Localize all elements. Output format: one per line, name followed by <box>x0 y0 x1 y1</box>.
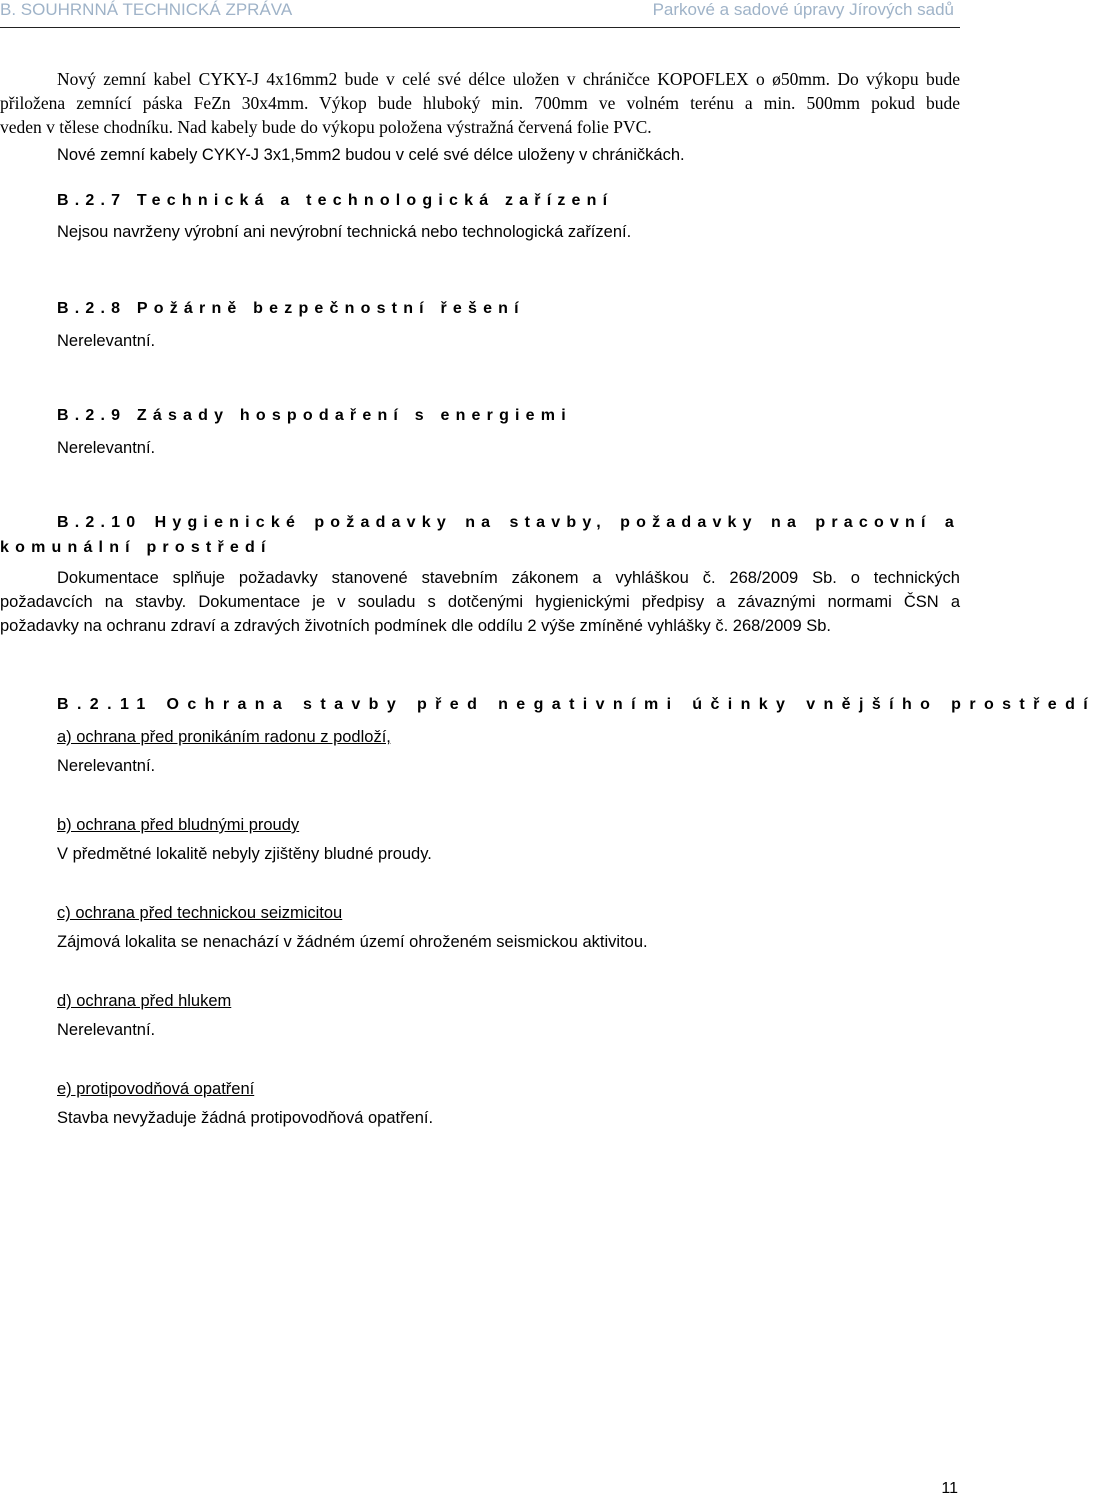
subsection-e-text: Stavba nevyžaduje žádná protipovodňová opatření. <box>57 1109 434 1127</box>
section-text-b27: Nejsou navrženy výrobní ani nevýrobní technická nebo technologická zařízení. <box>57 223 632 241</box>
section-heading-b211: B.2.11 Ochrana stavby před negativními účinky vnějšího prostředí <box>57 696 1096 713</box>
subsection-c-text: Zájmová lokalita se nenachází v žádném území ohroženém seismickou aktivitou. <box>57 933 648 951</box>
subsection-a-title: a) ochrana před pronikáním radonu z podloží, <box>57 728 391 746</box>
header-right-title: Parkové a sadové úpravy Jírových sadů <box>652 0 954 19</box>
intro-line-1: Nový zemní kabel CYKY-J 4x16mm2 bude v celé své délce uložen v chráničce KOPOFLEX o ø50mm. Do výkopu bude <box>57 69 960 89</box>
section-text-b210-line-1: Dokumentace splňuje požadavky stanovené stavebním zákonem a vyhláškou č. 268/2009 Sb. o technických <box>57 569 960 587</box>
subsection-d-text: Nerelevantní. <box>57 1021 156 1039</box>
section-heading-b210-line-1: B.2.10 Hygienické požadavky na stavby, požadavky na pracovní a <box>57 514 960 531</box>
header-rule <box>0 27 960 28</box>
header-left-title: B. SOUHRNNÁ TECHNICKÁ ZPRÁVA <box>0 0 293 19</box>
subsection-e-title: e) protipovodňová opatření <box>57 1080 255 1098</box>
section-heading-b28: B.2.8 Požárně bezpečnostní řešení <box>57 300 525 317</box>
intro-line-3: veden v tělese chodníku. Nad kabely bude do výkopu položena výstražná červená folie PVC. <box>0 117 652 137</box>
intro-line-4: Nové zemní kabely CYKY-J 3x1,5mm2 budou v celé své délce uloženy v chráničkách. <box>57 146 685 164</box>
section-heading-b27: B.2.7 Technická a technologická zařízení <box>57 192 614 209</box>
section-text-b210-line-2: požadavcích na stavby. Dokumentace je v souladu s dotčenými hygienickými předpisy a závaznými normami ČSN a <box>0 593 960 611</box>
section-text-b210-line-3: požadavky na ochranu zdraví a zdravých životních podmínek dle oddílu 2 výše zmíněné vyhlášky č. 268/2009 Sb. <box>0 617 831 635</box>
section-text-b29: Nerelevantní. <box>57 439 156 457</box>
section-heading-b210-line-2: komunální prostředí <box>0 539 272 556</box>
subsection-c-title: c) ochrana před technickou seizmicitou <box>57 904 343 922</box>
subsection-a-text: Nerelevantní. <box>57 757 156 775</box>
page-number: 11 <box>941 1480 958 1497</box>
subsection-d-title: d) ochrana před hlukem <box>57 992 232 1010</box>
section-text-b28: Nerelevantní. <box>57 332 156 350</box>
intro-line-2: přiložena zemnící páska FeZn 30x4mm. Výkop bude hluboký min. 700mm ve volném terénu a min. 500mm pokud bude <box>0 93 960 113</box>
section-heading-b29: B.2.9 Zásady hospodaření s energiemi <box>57 407 572 424</box>
subsection-b-title: b) ochrana před bludnými proudy <box>57 816 300 834</box>
subsection-b-text: V předmětné lokalitě nebyly zjištěny bludné proudy. <box>57 845 432 863</box>
